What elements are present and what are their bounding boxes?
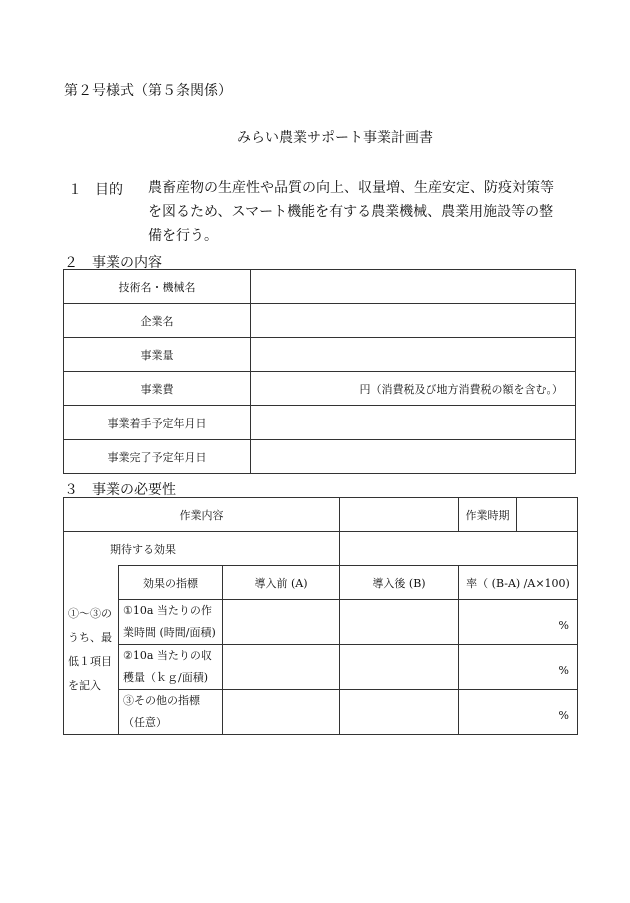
work-period-field[interactable]: [517, 498, 578, 532]
project-content-table: [63, 269, 576, 474]
column-header-before: 導入前 (A): [223, 566, 340, 600]
before-field[interactable]: [223, 645, 340, 690]
table-row: [64, 532, 578, 566]
purpose-label: 目的: [95, 182, 123, 198]
before-field[interactable]: [223, 690, 340, 735]
table-row: [64, 372, 576, 406]
row-value-field[interactable]: [251, 270, 576, 304]
indicator-line: ②10a 当たりの収: [123, 649, 212, 662]
work-content-label: 作業内容: [64, 498, 340, 532]
purpose-text: [148, 176, 573, 248]
row-label: 事業完了予定年月日: [64, 440, 251, 474]
indicator-line: （任意）: [123, 716, 167, 729]
indicator-line: ③その他の指標: [123, 694, 200, 707]
after-field[interactable]: [340, 645, 459, 690]
expected-effect-label: 期待する効果: [64, 532, 340, 566]
row-label: 事業着手予定年月日: [64, 406, 251, 440]
indicator-line: 穫量（ｋｇ/面積): [123, 671, 208, 684]
row-value-field[interactable]: [251, 406, 576, 440]
row-label: 事業費: [64, 372, 251, 406]
side-note-line: 低１項目: [68, 654, 112, 668]
table-row: [64, 338, 576, 372]
table-row: [64, 690, 578, 735]
side-note-line: うち、最: [68, 630, 112, 644]
side-note: [64, 566, 119, 735]
row-value-field[interactable]: [251, 440, 576, 474]
table-row: [64, 304, 576, 338]
work-period-label: 作業時期: [459, 498, 517, 532]
rate-field[interactable]: %: [459, 690, 578, 735]
before-field[interactable]: [223, 600, 340, 645]
rate-field[interactable]: %: [459, 645, 578, 690]
column-header-after: 導入後 (B): [340, 566, 459, 600]
table-row: [64, 566, 578, 600]
row-label: 事業量: [64, 338, 251, 372]
table-row: [64, 645, 578, 690]
purpose-number: １: [68, 182, 82, 198]
purpose-line: 備を行う。: [148, 228, 218, 244]
purpose-line: 農畜産物の生産性や品質の向上、収量増、生産安定、防疫対策等: [148, 180, 554, 196]
after-field[interactable]: [340, 600, 459, 645]
row-label: 技術名・機械名: [64, 270, 251, 304]
row-label: 企業名: [64, 304, 251, 338]
column-header-indicator: 効果の指標: [119, 566, 223, 600]
project-necessity-table: [63, 497, 578, 735]
purpose-line: を図るため、スマート機能を有する農業機械、農業用施設等の整: [148, 204, 554, 220]
table-row: [64, 440, 576, 474]
column-header-rate: 率（ (B-A) /A×100): [459, 566, 578, 600]
section3-heading: ３ 事業の必要性: [64, 482, 176, 498]
section2-heading: ２ 事業の内容: [64, 255, 162, 271]
indicator-label: [119, 645, 223, 690]
table-row: [64, 270, 576, 304]
table-row: [64, 600, 578, 645]
side-note-line: ①～③の: [68, 606, 112, 620]
indicator-label: [119, 600, 223, 645]
indicator-label: [119, 690, 223, 735]
rate-field[interactable]: %: [459, 600, 578, 645]
work-content-field[interactable]: [340, 498, 459, 532]
after-field[interactable]: [340, 690, 459, 735]
row-value-field[interactable]: 円（消費税及び地方消費税の額を含む。）: [251, 372, 576, 406]
side-note-line: を記入: [68, 678, 101, 692]
table-row: [64, 406, 576, 440]
document-title: みらい農業サポート事業計画書: [237, 130, 433, 146]
indicator-line: ①10a 当たりの作: [123, 604, 212, 617]
row-value-field[interactable]: [251, 304, 576, 338]
row-value-field[interactable]: [251, 338, 576, 372]
form-number: 第２号様式（第５条関係）: [64, 83, 232, 99]
table-row: [64, 498, 578, 532]
expected-effect-field[interactable]: [340, 532, 578, 566]
indicator-line: 業時間 (時間/面積): [123, 626, 216, 639]
